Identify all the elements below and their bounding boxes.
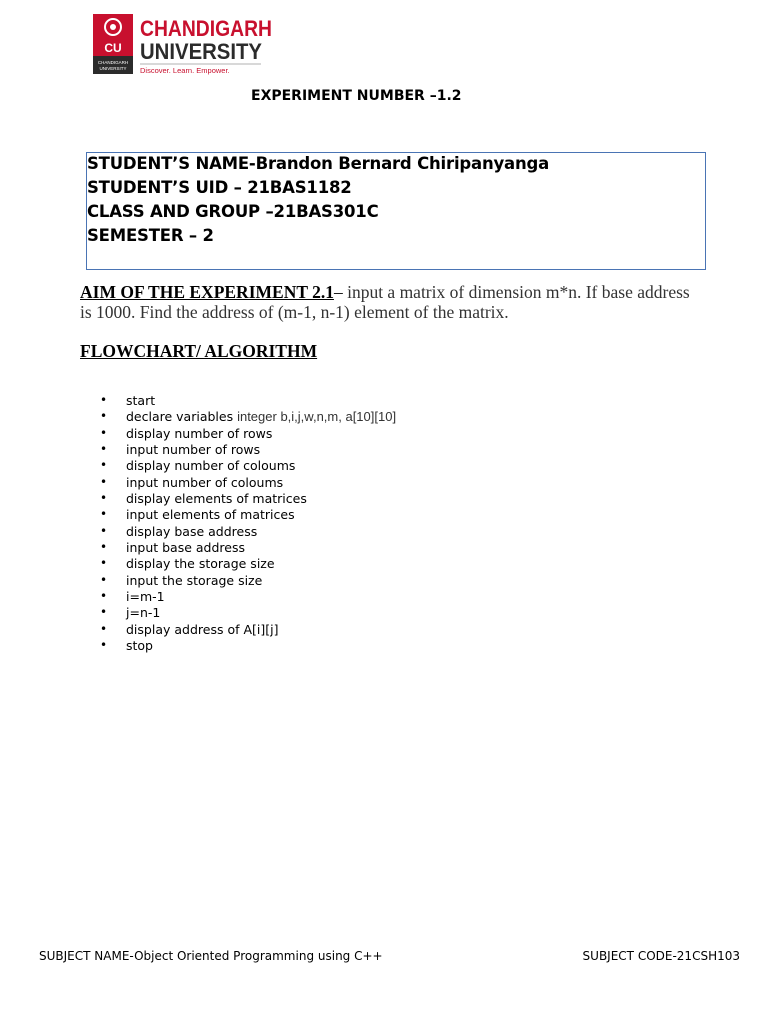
bullet-icon: • xyxy=(100,491,108,506)
step-label: display number of coloums xyxy=(126,458,296,474)
logo-tagline: Discover. Learn. Empower. xyxy=(140,66,230,75)
step-text xyxy=(126,589,165,604)
aim-dash: – xyxy=(333,282,343,302)
bullet-icon: • xyxy=(100,621,108,636)
step-label: display address of A[i][j] xyxy=(126,621,279,637)
step-label: display the storage size xyxy=(126,556,275,572)
experiment-number: EXPERIMENT NUMBER –1.2 xyxy=(251,88,462,104)
bullet-icon: • xyxy=(100,393,108,407)
step-text xyxy=(126,409,396,424)
step-label: input base address xyxy=(126,540,246,556)
bullet-icon: • xyxy=(100,589,108,604)
logo-svg xyxy=(93,14,275,76)
step-label: input number of rows xyxy=(126,442,261,458)
bullet-icon: • xyxy=(100,556,108,571)
bullet-icon: • xyxy=(100,507,108,522)
step-text xyxy=(126,458,295,473)
step-text xyxy=(126,507,295,522)
logo-emblem-text: CU xyxy=(104,41,122,55)
bullet-icon: • xyxy=(100,540,108,555)
logo-name-line-2: UNIVERSITY xyxy=(140,39,263,64)
bullet-icon: • xyxy=(100,425,108,440)
flowchart-heading: FLOWCHART/ ALGORITHM xyxy=(80,341,318,361)
step-label: start xyxy=(126,393,156,408)
step-label: i=m-1 xyxy=(126,589,165,605)
bullet-icon: • xyxy=(100,474,108,489)
step-text xyxy=(126,442,260,457)
step-code: integer b,i,j,w,n,m, a[10][10] xyxy=(237,409,397,425)
logo-name-line-1: CHANDIGARH xyxy=(140,16,272,41)
step-label: input number of coloums xyxy=(126,474,284,490)
bullet-icon: • xyxy=(100,605,108,620)
aim-paragraph xyxy=(80,282,700,322)
bullet-icon: • xyxy=(100,442,108,457)
logo-emblem-subtext-2: UNIVERSITY xyxy=(99,66,127,71)
step-text xyxy=(126,540,245,555)
step-label: stop xyxy=(126,638,153,654)
semester: SEMESTER – 2 xyxy=(87,226,214,245)
student-uid: STUDENT’S UID – 21BAS1182 xyxy=(87,178,352,197)
step-text xyxy=(126,491,307,506)
step-text xyxy=(126,393,155,408)
step-text xyxy=(126,573,262,588)
step-text xyxy=(126,524,257,539)
step-text xyxy=(126,556,275,571)
step-label: input the storage size xyxy=(126,572,263,588)
step-label: display elements of matrices xyxy=(126,491,307,507)
logo-emblem-subtext-1: CHANDIGARH xyxy=(97,60,129,65)
bullet-icon: • xyxy=(100,523,108,538)
step-text xyxy=(126,426,272,441)
aim-text: input a matrix of dimension m*n. If base address is 1000. Find the address of (m-1, n-1) element of the matrix. xyxy=(80,282,690,322)
footer-subject-name: SUBJECT NAME-Object Oriented Programming using C++ xyxy=(39,949,383,963)
step-text xyxy=(126,475,283,490)
step-label: display number of rows xyxy=(126,425,273,441)
footer-subject-code: SUBJECT CODE-21CSH103 xyxy=(582,949,740,963)
step-label: input elements of matrices xyxy=(126,507,295,523)
logo-gear-center-icon xyxy=(110,24,116,30)
student-info-box xyxy=(86,152,706,270)
step-text xyxy=(126,638,153,653)
step-text xyxy=(126,605,160,620)
aim-label: AIM OF THE EXPERIMENT 2.1 xyxy=(80,282,334,302)
student-name: STUDENT’S NAME-Brandon Bernard Chiripanyanga xyxy=(87,154,550,173)
bullet-icon: • xyxy=(100,458,108,473)
bullet-icon: • xyxy=(100,572,108,587)
step-text xyxy=(126,622,278,637)
bullet-icon: • xyxy=(100,409,108,424)
step-label: display base address xyxy=(126,523,258,539)
bullet-icon: • xyxy=(100,638,108,653)
university-logo xyxy=(93,14,275,76)
class-and-group: CLASS AND GROUP –21BAS301C xyxy=(87,202,379,221)
step-label: j=n-1 xyxy=(126,605,161,621)
step-label: declare variables xyxy=(126,409,238,425)
